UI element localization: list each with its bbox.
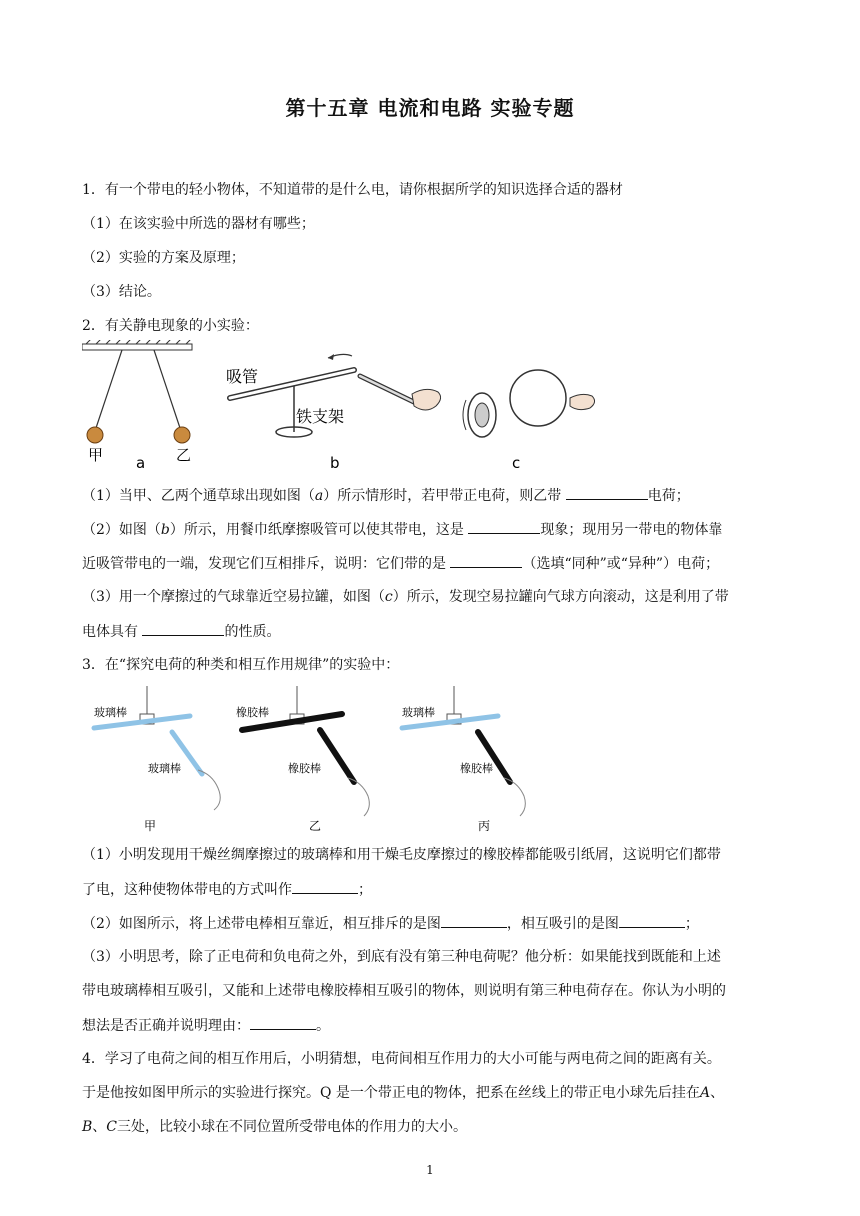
answer-blank[interactable] — [468, 519, 540, 534]
q1-stem: 1．有一个带电的轻小物体，不知道带的是什么电，请你根据所学的知识选择合适的器材 — [82, 182, 623, 198]
q4-line3: B、C三处，比较小球在不同位置所受带电体的作用力的大小。 — [82, 1119, 468, 1135]
label-a: a — [136, 454, 146, 470]
q1-part1: （1）在该实验中所选的器材有哪些； — [82, 216, 315, 232]
label-yi: 乙 — [176, 446, 192, 464]
q2-part3-cont: 电体具有 的性质。 — [82, 621, 280, 642]
answer-blank[interactable] — [619, 913, 685, 928]
q3-part2: （2）如图所示，将上述带电棒相互靠近，相互排斥的是图 ，相互吸引的是图 ； — [82, 913, 699, 934]
q2-stem: 2．有关静电现象的小实验： — [82, 318, 259, 334]
q3-part3-cont2: 想法是否正确并说明理由： 。 — [82, 1015, 330, 1036]
answer-blank[interactable] — [450, 553, 522, 568]
figure-bing — [402, 686, 525, 833]
label-jia: 甲 — [144, 819, 157, 833]
q2-part1: （1）当甲、乙两个通草球出现如图（a）所示情形时，若甲带正电荷，则乙带 电荷； — [82, 485, 690, 506]
label-glass-rod: 玻璃棒 — [94, 706, 127, 719]
label-stand: 铁支架 — [296, 407, 345, 426]
label-rubber-rod: 橡胶棒 — [460, 762, 493, 775]
page-number: 1 — [426, 1163, 434, 1177]
label-straw: 吸管 — [226, 367, 259, 386]
q3-stem: 3．在“探究电荷的种类和相互作用规律”的实验中： — [82, 657, 400, 673]
label-glass-rod: 玻璃棒 — [402, 706, 435, 719]
label-b: b — [330, 454, 340, 470]
label-rubber-rod: 橡胶棒 — [288, 762, 321, 775]
answer-blank[interactable] — [441, 913, 507, 928]
q2-part2: （2）如图（b）所示，用餐巾纸摩擦吸管可以使其带电，这是 现象；现用另一带电的物体靠 — [82, 519, 722, 540]
answer-blank[interactable] — [142, 621, 224, 636]
answer-blank[interactable] — [250, 1015, 316, 1030]
page-title: 第十五章 电流和电路 实验专题 — [285, 96, 575, 120]
label-glass-rod: 玻璃棒 — [148, 762, 181, 775]
figure-c-can-balloon — [463, 370, 595, 437]
q1-part2: （2）实验的方案及原理； — [82, 250, 245, 266]
figure-a-pendulums — [82, 340, 192, 443]
label-bing: 丙 — [478, 819, 491, 833]
q3-part1-cont: 了电，这种使物体带电的方式叫作 ； — [82, 879, 372, 900]
answer-blank[interactable] — [292, 879, 358, 894]
figure-jia — [94, 686, 220, 833]
label-rubber-rod: 橡胶棒 — [236, 706, 269, 719]
answer-blank[interactable] — [566, 485, 648, 500]
q2-part2-cont: 近吸管带电的一端，发现它们互相排斥，说明：它们带的是 （选填“同种”或“异种”）电荷； — [82, 553, 719, 574]
q1-part3: （3）结论。 — [82, 284, 161, 300]
q2-figure — [82, 340, 622, 470]
q4-line1: 4．学习了电荷之间的相互作用后，小明猜想，电荷间相互作用力的大小可能与两电荷之间的距离有关。 — [82, 1051, 721, 1067]
q3-figure — [82, 684, 552, 834]
label-c: c — [512, 454, 521, 470]
q3-part3: （3）小明思考，除了正电荷和负电荷之外，到底有没有第三种电荷呢？他分析：如果能找到既能和上述 — [82, 949, 721, 965]
q3-part3-cont: 带电玻璃棒相互吸引，又能和上述带电橡胶棒相互吸引的物体，则说明有第三种电荷存在。你认为小明的 — [82, 983, 726, 999]
label-jia: 甲 — [88, 446, 104, 464]
label-yi: 乙 — [309, 819, 322, 833]
q2-part3: （3）用一个摩擦过的气球靠近空易拉罐，如图（c）所示，发现空易拉罐向气球方向滚动，这是利用了带 — [82, 589, 729, 605]
q3-part1: （1）小明发现用干燥丝绸摩擦过的玻璃棒和用干燥毛皮摩擦过的橡胶棒都能吸引纸屑，这说明它们都带 — [82, 847, 721, 863]
q4-line2: 于是他按如图甲所示的实验进行探究。Q 是一个带正电的物体，把系在丝线上的带正电小球先后挂在A、 — [82, 1085, 725, 1101]
figure-yi — [236, 686, 369, 833]
